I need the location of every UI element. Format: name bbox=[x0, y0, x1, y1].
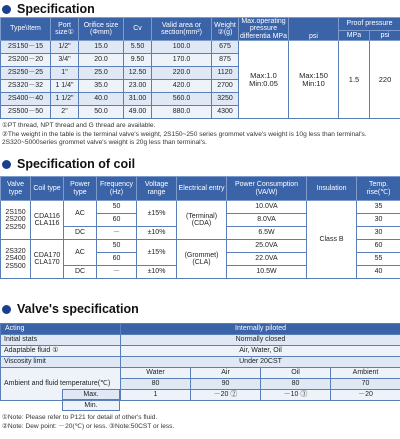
header-power-consumption: Power Consumption (VA/W) bbox=[227, 177, 307, 201]
cell-max-pressure-psi: Max:150 Min:10 bbox=[289, 41, 339, 119]
cell-min-value: －20 ② bbox=[191, 390, 261, 401]
cell-min-value: 1 bbox=[121, 390, 191, 401]
valve-notes bbox=[2, 414, 398, 431]
cell-weight: 3250 bbox=[212, 93, 239, 106]
table-row bbox=[1, 335, 400, 346]
cell-frequency: 50 bbox=[97, 240, 137, 253]
cell-temp-rise: 55 bbox=[357, 253, 400, 266]
cell-area: 880.0 bbox=[152, 106, 212, 119]
cell-col-header: Oil bbox=[261, 368, 331, 379]
cell-voltage-range: ±15% bbox=[137, 240, 177, 266]
cell-area: 170.0 bbox=[152, 54, 212, 67]
cell-port: 1 1/2" bbox=[51, 93, 79, 106]
cell-cv: 31.00 bbox=[124, 93, 152, 106]
note-line: ①Note: Please refer to P121 for detail of other's fluid. bbox=[2, 414, 158, 421]
header-orifice-size: Orifice size (Φmm) bbox=[79, 18, 124, 41]
cell-temp-rise: 30 bbox=[357, 214, 400, 227]
cell-acting-value: Internally piloted bbox=[121, 324, 400, 335]
cell-proof-mpa: 1.5 bbox=[339, 41, 370, 119]
header-frequency: Frequency (Hz) bbox=[97, 177, 137, 201]
header-weight: Weight ②(g) bbox=[212, 18, 239, 41]
section-bullet-icon bbox=[2, 160, 11, 169]
header-proof-pressure: Proof pressure bbox=[339, 18, 400, 31]
header-valid-area: Valid area or section(mm²) bbox=[152, 18, 212, 41]
cell-type: 2S150－15 bbox=[1, 41, 51, 54]
header-proof-psi: psi bbox=[370, 30, 400, 40]
cell-port: 2" bbox=[51, 106, 79, 119]
header-port-size: Port size① bbox=[51, 18, 79, 41]
cell-min-value: －20 bbox=[331, 390, 400, 401]
cell-orifice: 50.0 bbox=[79, 106, 124, 119]
cell-cv: 12.50 bbox=[124, 67, 152, 80]
cell-power-consumption: 8.0VA bbox=[227, 214, 307, 227]
cell-max-value: 80 bbox=[121, 379, 191, 390]
cell-frequency: 60 bbox=[97, 253, 137, 266]
section-bullet-icon bbox=[2, 305, 11, 314]
header-proof-mpa: MPa bbox=[339, 30, 370, 40]
specification-table bbox=[0, 17, 400, 119]
note-line: ②The weight in the table is the terminal valve's weight, 2S150~250 series grommet valve's weight is 10g less than terminal's. 2S320~5000series grommet valve's weight is 20g less than terminal's. bbox=[2, 130, 367, 147]
cell-area: 220.0 bbox=[152, 67, 212, 80]
cell-max-value: 80 bbox=[261, 379, 331, 390]
max-label: Max. bbox=[62, 389, 120, 400]
cell-frequency: － bbox=[97, 266, 137, 279]
header-valve-type: Valve type bbox=[1, 177, 31, 201]
cell-col-header: Ambient bbox=[331, 368, 400, 379]
cell-type: 2S320－32 bbox=[1, 80, 51, 93]
cell-power-consumption: 25.0VA bbox=[227, 240, 307, 253]
cell-power-type: AC bbox=[64, 201, 97, 227]
cell-insulation: Class B bbox=[307, 201, 357, 279]
note-line: ②Note: Dew point: －20(℃) or less. ③Note:50CST or less. bbox=[2, 422, 175, 430]
cell-voltage-range: ±10% bbox=[137, 227, 177, 240]
min-label: Min. bbox=[62, 400, 120, 411]
cell-proof-psi: 220 bbox=[370, 41, 400, 119]
section-title-specification bbox=[2, 0, 95, 18]
cell-coil-types: CDA170 CLA170 bbox=[31, 240, 64, 279]
cell-port: 1/2" bbox=[51, 41, 79, 54]
cell-coil-types: CDA116 CLA116 bbox=[31, 201, 64, 240]
cell-type: 2S250－25 bbox=[1, 67, 51, 80]
cell-power-type: AC bbox=[64, 240, 97, 266]
cell-temp-rise: 40 bbox=[357, 266, 400, 279]
cell-frequency: 60 bbox=[97, 214, 137, 227]
cell-voltage-range: ±15% bbox=[137, 201, 177, 227]
cell-power-type: DC bbox=[64, 266, 97, 279]
table-row bbox=[1, 201, 400, 214]
header-insulation: Insulation bbox=[307, 177, 357, 201]
cell-type: 2S500－50 bbox=[1, 106, 51, 119]
cell-temp-rise: 30 bbox=[357, 227, 400, 240]
header-cv: Cv bbox=[124, 18, 152, 41]
section-title-text: Valve's specification bbox=[17, 302, 139, 316]
cell-electrical-entry: (Grommet) (CLA) bbox=[177, 240, 227, 279]
cell-orifice: 35.0 bbox=[79, 80, 124, 93]
cell-valve-types: 2S150 2S200 2S250 bbox=[1, 201, 31, 240]
cell-power-consumption: 10.5W bbox=[227, 266, 307, 279]
cell-orifice: 20.0 bbox=[79, 54, 124, 67]
section-title-text: Specification of coil bbox=[17, 157, 136, 171]
cell-temp-rise: 35 bbox=[357, 201, 400, 214]
cell-power-consumption: 6.5W bbox=[227, 227, 307, 240]
valve-table bbox=[0, 323, 400, 401]
cell-area: 100.0 bbox=[152, 41, 212, 54]
cell-frequency: － bbox=[97, 227, 137, 240]
cell-cv: 9.50 bbox=[124, 54, 152, 67]
cell-viscosity-label: Viscosity limit bbox=[1, 357, 121, 368]
specification-notes bbox=[2, 122, 398, 148]
cell-weight: 2700 bbox=[212, 80, 239, 93]
table-row bbox=[1, 346, 400, 357]
cell-max-pressure-mpa: Max:1.0 Min:0.05 bbox=[239, 41, 289, 119]
cell-weight: 675 bbox=[212, 41, 239, 54]
cell-cv: 5.50 bbox=[124, 41, 152, 54]
cell-weight: 875 bbox=[212, 54, 239, 67]
cell-valve-types: 2S320 2S400 2S500 bbox=[1, 240, 31, 279]
note-line: ①PT thread, NPT thread and G thread are available. bbox=[2, 122, 156, 129]
table-row bbox=[1, 324, 400, 335]
cell-max-value: 90 bbox=[191, 379, 261, 390]
section-bullet-icon bbox=[2, 5, 11, 14]
cell-port: 1" bbox=[51, 67, 79, 80]
cell-fluid-value: Air, Water, Oil bbox=[121, 346, 400, 357]
cell-viscosity-value: Under 20CST bbox=[121, 357, 400, 368]
cell-col-header: Air bbox=[191, 368, 261, 379]
cell-cv: 23.00 bbox=[124, 80, 152, 93]
cell-temp-rise: 60 bbox=[357, 240, 400, 253]
header-type: Type\Item bbox=[1, 18, 51, 41]
section-title-text: Specification bbox=[17, 2, 95, 16]
cell-initial-label: Initial stats bbox=[1, 335, 121, 346]
cell-weight: 4300 bbox=[212, 106, 239, 119]
cell-orifice: 25.0 bbox=[79, 67, 124, 80]
header-voltage-range: Voltage range bbox=[137, 177, 177, 201]
cell-frequency: 50 bbox=[97, 201, 137, 214]
cell-weight: 1120 bbox=[212, 67, 239, 80]
cell-port: 3/4" bbox=[51, 54, 79, 67]
section-title-coil bbox=[2, 155, 135, 173]
cell-cv: 49.00 bbox=[124, 106, 152, 119]
cell-power-consumption: 10.0VA bbox=[227, 201, 307, 214]
table-row bbox=[1, 357, 400, 368]
coil-table bbox=[0, 176, 400, 279]
cell-min-value: －10 ③ bbox=[261, 390, 331, 401]
header-temp-rise: Temp. rise(℃) bbox=[357, 177, 400, 201]
table-row bbox=[1, 368, 400, 379]
cell-area: 420.0 bbox=[152, 80, 212, 93]
cell-power-type: DC bbox=[64, 227, 97, 240]
cell-power-consumption: 22.0VA bbox=[227, 253, 307, 266]
cell-max-value: 70 bbox=[331, 379, 400, 390]
cell-type: 2S200－20 bbox=[1, 54, 51, 67]
header-electrical-entry: Electrical entry bbox=[177, 177, 227, 201]
cell-type: 2S400－40 bbox=[1, 93, 51, 106]
cell-port: 1 1/4" bbox=[51, 80, 79, 93]
header-coil-type: Coil type bbox=[31, 177, 64, 201]
cell-initial-value: Normally closed bbox=[121, 335, 400, 346]
cell-fluid-label: Adaptable fluid ① bbox=[1, 346, 121, 357]
table-row bbox=[1, 41, 400, 54]
cell-col-header: Water bbox=[121, 368, 191, 379]
header-max-pressure-psi: psi bbox=[289, 18, 339, 41]
cell-orifice: 15.0 bbox=[79, 41, 124, 54]
header-max-pressure-mpa: Max.operating pressure differentia MPa bbox=[240, 18, 287, 40]
cell-area: 560.0 bbox=[152, 93, 212, 106]
cell-voltage-range: ±10% bbox=[137, 266, 177, 279]
cell-acting-label: Acting bbox=[1, 324, 121, 335]
cell-temperature-label: Ambient and fluid temperature(℃) bbox=[1, 368, 121, 401]
section-title-valve bbox=[2, 300, 139, 318]
cell-electrical-entry: (Terminal) (CDA) bbox=[177, 201, 227, 240]
header-power-type: Power type bbox=[64, 177, 97, 201]
cell-orifice: 40.0 bbox=[79, 93, 124, 106]
